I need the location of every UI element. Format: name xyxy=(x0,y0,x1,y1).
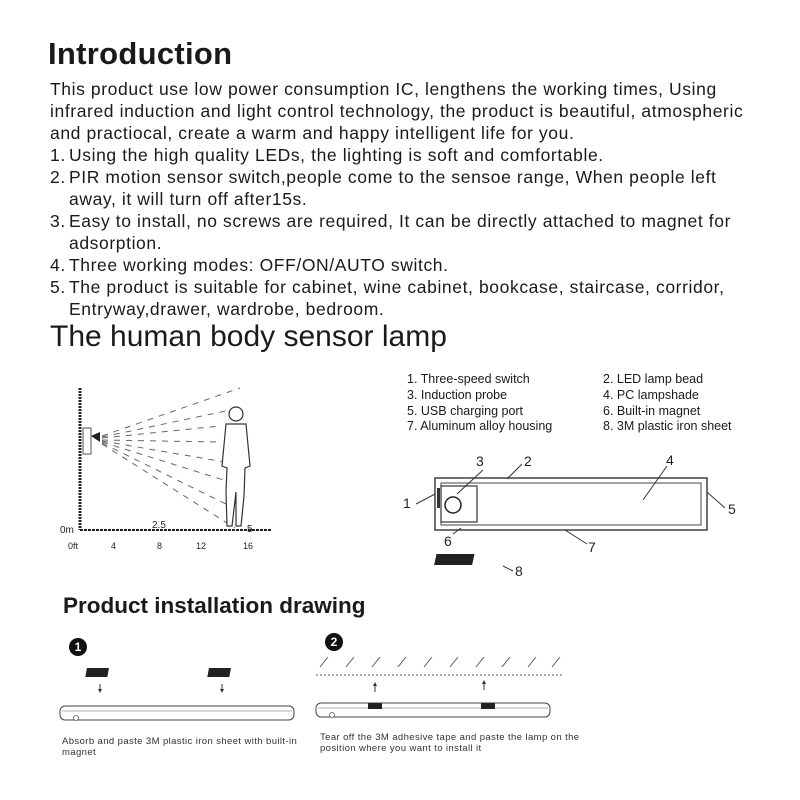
legend-row xyxy=(407,419,767,435)
sensor-section-title: The human body sensor lamp xyxy=(50,320,447,353)
adhesive-pad-icon xyxy=(368,703,382,709)
mounting-surface xyxy=(320,657,560,667)
induction-probe-icon xyxy=(445,497,461,513)
meter-tick: 5 xyxy=(247,524,253,535)
feet-tick: 8 xyxy=(157,541,163,551)
callout-4: 4 xyxy=(666,452,674,468)
lamp-shade xyxy=(441,483,701,525)
lamp-icon xyxy=(83,428,91,454)
callout-8: 8 xyxy=(515,563,523,579)
install-section-title: Product installation drawing xyxy=(63,593,366,618)
list-item xyxy=(50,210,760,254)
step-1-caption: Absorb and paste 3M plastic iron sheet with built-in magnet xyxy=(62,736,298,758)
iron-sheet-icon xyxy=(207,668,231,677)
legend-item: 5. USB charging port xyxy=(407,403,524,418)
step-2-badge: 2 xyxy=(325,633,343,651)
legend-row xyxy=(407,404,767,420)
callout-5: 5 xyxy=(728,501,736,517)
item-text: PIR motion sensor switch,people come to the sensoe range, When people left away, it will turn off after15s. xyxy=(69,167,717,209)
step-2-caption: Tear off the 3M adhesive tape and paste the lamp on the position where you want to install it xyxy=(320,732,580,754)
callout-2: 2 xyxy=(524,453,532,469)
parts-legend xyxy=(407,372,767,435)
meter-start-label: 0m xyxy=(60,525,74,536)
legend-item: 8. 3M plastic iron sheet xyxy=(603,419,732,434)
meter-tick: 2.5 xyxy=(152,520,166,531)
feet-tick: 12 xyxy=(196,541,207,551)
iron-sheet-icon xyxy=(85,668,109,677)
item-number: 2. xyxy=(50,167,66,187)
list-item xyxy=(50,254,760,276)
callout-7: 7 xyxy=(588,539,596,555)
intro-paragraph: This product use low power consumption IC, lengthens the working times, Using infrared induction and light control technology, the product is beautiful, atmospheric and practiocal, create a warm and happy intelligent life for you. xyxy=(50,79,744,143)
legend-item: 4. PC lampshade xyxy=(603,387,699,402)
feet-start-label: 0ft xyxy=(68,541,79,551)
callout-6: 6 xyxy=(444,533,452,549)
legend-item: 7. Aluminum alloy housing xyxy=(407,419,553,434)
sensor-icon xyxy=(91,432,100,442)
legend-item: 6. Built-in magnet xyxy=(603,403,701,418)
legend-item: 2. LED lamp bead xyxy=(603,372,704,386)
legend-item: 1. Three-speed switch xyxy=(407,372,530,386)
detection-beams xyxy=(102,388,240,528)
lamp-bar xyxy=(60,706,294,720)
person-icon xyxy=(222,407,250,526)
item-text: Three working modes: OFF/ON/AUTO switch. xyxy=(69,255,449,275)
list-item xyxy=(50,166,760,210)
legend-item: 3. Induction probe xyxy=(407,387,508,402)
intro-title: Introduction xyxy=(48,36,233,71)
legend-row xyxy=(407,388,767,404)
item-number: 1. xyxy=(50,145,66,165)
feet-tick: 16 xyxy=(243,541,254,551)
sensor-range-diagram xyxy=(50,380,280,560)
item-number: 5. xyxy=(50,277,66,297)
item-number: 4. xyxy=(50,255,66,275)
legend-row xyxy=(407,372,767,388)
lamp-bar xyxy=(316,703,550,717)
feet-tick: 4 xyxy=(111,541,117,551)
adhesive-pad-icon xyxy=(481,703,495,709)
item-text: Using the high quality LEDs, the lighting is soft and comfortable. xyxy=(69,145,604,165)
iron-sheet-icon xyxy=(434,554,474,565)
step-1-badge: 1 xyxy=(69,638,87,656)
feature-list xyxy=(50,144,760,320)
item-number: 3. xyxy=(50,211,66,231)
step-1-diagram xyxy=(58,662,298,730)
lamp-parts-diagram xyxy=(395,448,760,583)
step-2-diagram xyxy=(314,655,564,727)
item-text: Easy to install, no screws are required, It can be directly attached to magnet for adsorption. xyxy=(69,211,732,253)
list-item xyxy=(50,276,760,320)
callout-1: 1 xyxy=(403,495,411,511)
callout-3: 3 xyxy=(476,453,484,469)
list-item xyxy=(50,144,760,166)
item-text: The product is suitable for cabinet, wine cabinet, bookcase, staircase, corridor, Entryway,drawer, wardrobe, bedroom. xyxy=(69,277,725,319)
